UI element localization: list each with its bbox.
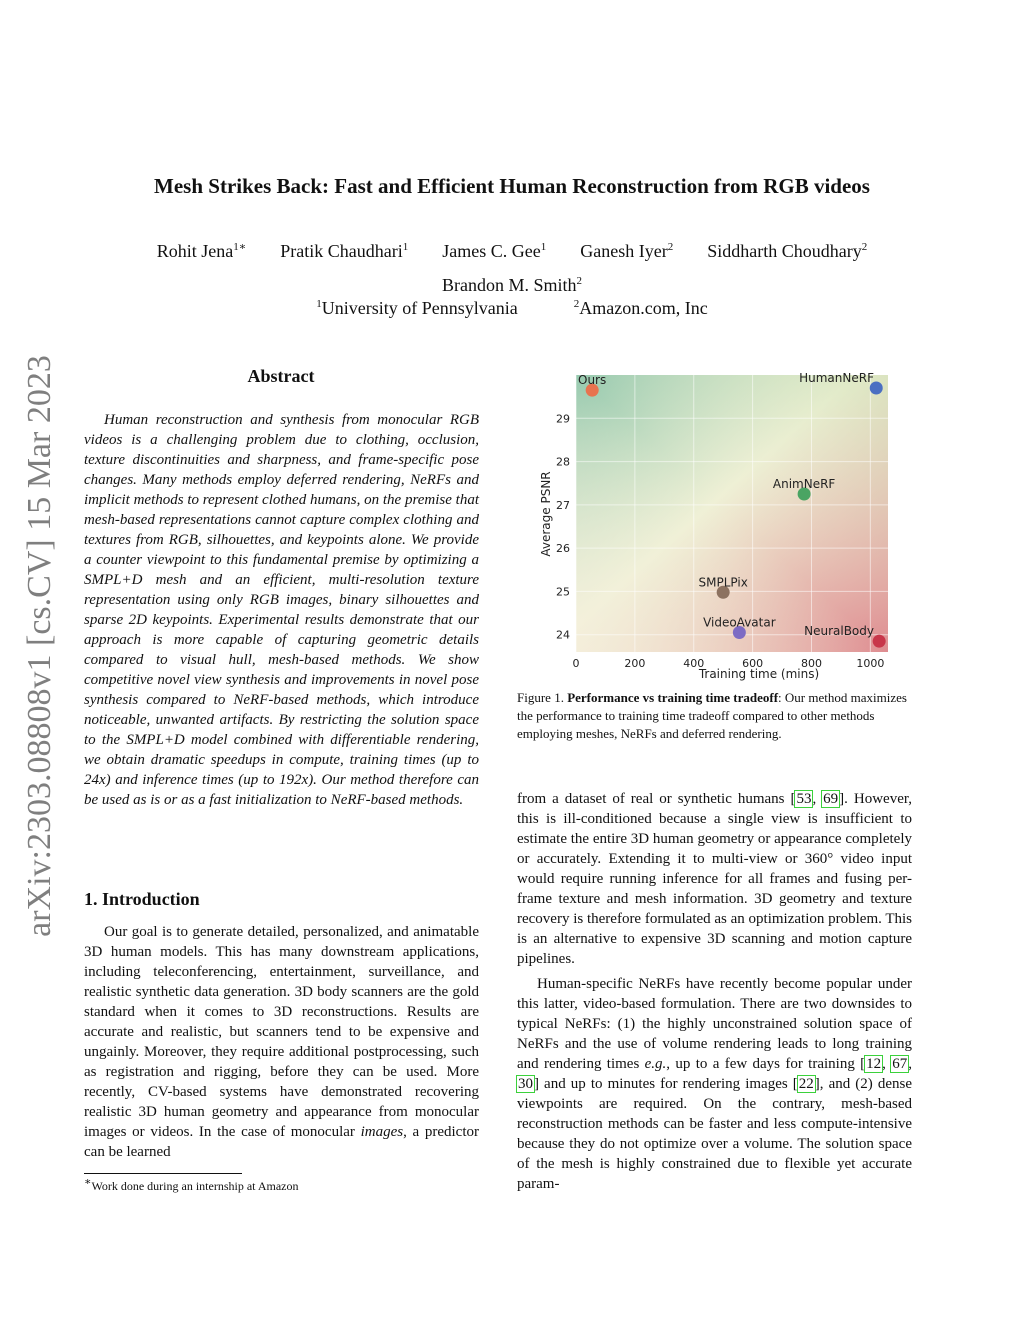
citation-link[interactable]: 53: [796, 791, 812, 807]
y-tick-label: 25: [556, 585, 570, 599]
x-axis-label: Training time (mins): [698, 667, 820, 681]
x-tick-label: 800: [800, 657, 822, 670]
author: Ganesh Iyer$^2$: [580, 241, 674, 261]
author: Pratik Chaudhari$^1$: [280, 241, 409, 261]
y-tick-label: 27: [556, 498, 570, 512]
y-tick-label: 29: [556, 412, 570, 426]
y-tick-label: 28: [556, 455, 570, 469]
point-label: SMPLPix: [698, 575, 748, 590]
y-tick-label: 24: [556, 628, 570, 642]
citation-link[interactable]: 69: [823, 791, 839, 807]
author-list: [0, 241, 1024, 262]
author: Siddharth Choudhary$^2$: [707, 241, 868, 261]
x-tick-label: 400: [683, 657, 705, 670]
arxiv-identifier: arXiv:2303.08808v1 [cs.CV] 15 Mar 2023: [21, 355, 58, 937]
abstract-heading: Abstract: [247, 366, 315, 386]
citation-link[interactable]: 12: [866, 1056, 882, 1072]
x-tick-label: 600: [742, 657, 764, 670]
point-label: VideoAvatar: [703, 615, 776, 630]
point-label: AnimNeRF: [772, 477, 836, 492]
body-paragraph: Human-specific NeRFs have recently become popular under this latter, video-based formulation. There are two downsides to typical NeRFs: (1) the highly unconstrained solution space of NeRFs and the use of volume rendering leads to long training and rendering times e.g., up to a few days for training [12, 67, 30] and up to minutes for rendering images [22], and (2) dense viewpoints are required. On the contrary, mesh-based reconstruction methods can be faster and less compute-intensive because they do not optimize over a volume. The solution space of the mesh is highly constrained due to flexible yet accurate param-: [517, 976, 912, 1192]
figure-chart: [534, 362, 904, 684]
section-heading: 1. Introduction: [84, 889, 200, 909]
abstract-text: Human reconstruction and synthesis from monocular RGB videos is a challenging problem due to clothing, occlusion, texture discontinuities and sharpness, and frame-specific pose changes. Many methods employ deferred rendering, NeRFs and implicit methods to represent clothed humans, on the premise that mesh-based representations cannot capture complex clothing and textures from RGB, silhouettes, and keypoints alone. We provide a counter viewpoint to this fundamental premise by optimizing a SMPL+D mesh and an efficient, multi-resolution texture representation using only RGB images, binary silhouettes and sparse 2D keypoints. Experimental results demonstrate that our approach is more capable of capturing geometric details compared to visual hull, mesh-based methods. We show competitive novel view synthesis and improvements in novel pose synthesis compared to NeRF-based methods, which introduce noticeable, unwanted artifacts. By restricting the solution space to the SMPL+D model combined with differentiable rendering, we obtain dramatic speedups in compute, training times (up to 24x) and inference times (up to 192x). Our method therefore can be used as is or as a fast initialization to NeRF-based methods.: [84, 412, 479, 808]
affiliations: [0, 298, 1024, 319]
affiliation: $^1$University of Pennsylvania: [316, 298, 518, 318]
author: Rohit Jena$^{1∗}$: [156, 241, 247, 261]
x-tick-label: 0: [572, 657, 580, 670]
point-label: HumanNeRF: [799, 370, 874, 385]
author: Brandon M. Smith$^2$: [441, 275, 582, 295]
point-label: NeuralBody: [804, 624, 874, 639]
y-axis-label: Average PSNR: [539, 471, 553, 557]
affiliation: $^2$Amazon.com, Inc: [573, 298, 708, 318]
y-tick-label: 26: [556, 542, 570, 556]
plot-background-overlay: [576, 375, 888, 652]
paper-title: Mesh Strikes Back: Fast and Efficient Human Reconstruction from RGB videos: [154, 174, 870, 198]
footnote: ∗Work done during an internship at Amazon: [84, 1176, 299, 1193]
x-tick-label: 200: [624, 657, 646, 670]
point-label: Ours: [578, 373, 607, 388]
body-paragraph: from a dataset of real or synthetic humans [53, 69]. However, this is ill-conditioned because a single view is insufficient to estimate the entire 3D human geometry or appearance completely or accurately. Extending it to multi-view or 360° video input would require running inference for all frames and fusing per-frame texture and mesh information. 3D geometry and texture recovery is therefore formulated as an optimization problem. This is an alternative to expensive 3D scanning and motion capture pipelines.: [517, 791, 913, 967]
x-tick-label: 1000: [856, 657, 885, 670]
figure-caption: Figure 1. Performance vs training time tradeoff: Our method maximizes the performance to training time tradeoff compared to other methods employing meshes, NeRFs and deferred rendering.: [517, 690, 907, 741]
citation-link[interactable]: 22: [798, 1076, 814, 1092]
data-point: [873, 635, 886, 648]
footnote-rule: [84, 1173, 242, 1174]
citation-link[interactable]: 67: [892, 1056, 908, 1072]
intro-paragraph: Our goal is to generate detailed, personalized, and animatable 3D human models. This has many downstream applications, including teleconferencing, entertainment, surveillance, and realistic synthetic data generation. 3D body scanners are the gold standard when it comes to 3D reconstructions. Results are accurate and realistic, but scanners tend to be expensive and ungainly. Moreover, they require additional postprocessing, such as registration and rigging, before they can be used. More recently, CV-based systems have demonstrated recovering realistic 3D human geometry and appearance from monocular images or videos. In the case of monocular images, a predictor can be learned: [84, 924, 479, 1160]
citation-link[interactable]: 30: [518, 1076, 533, 1092]
author: James C. Gee$^1$: [442, 241, 547, 261]
